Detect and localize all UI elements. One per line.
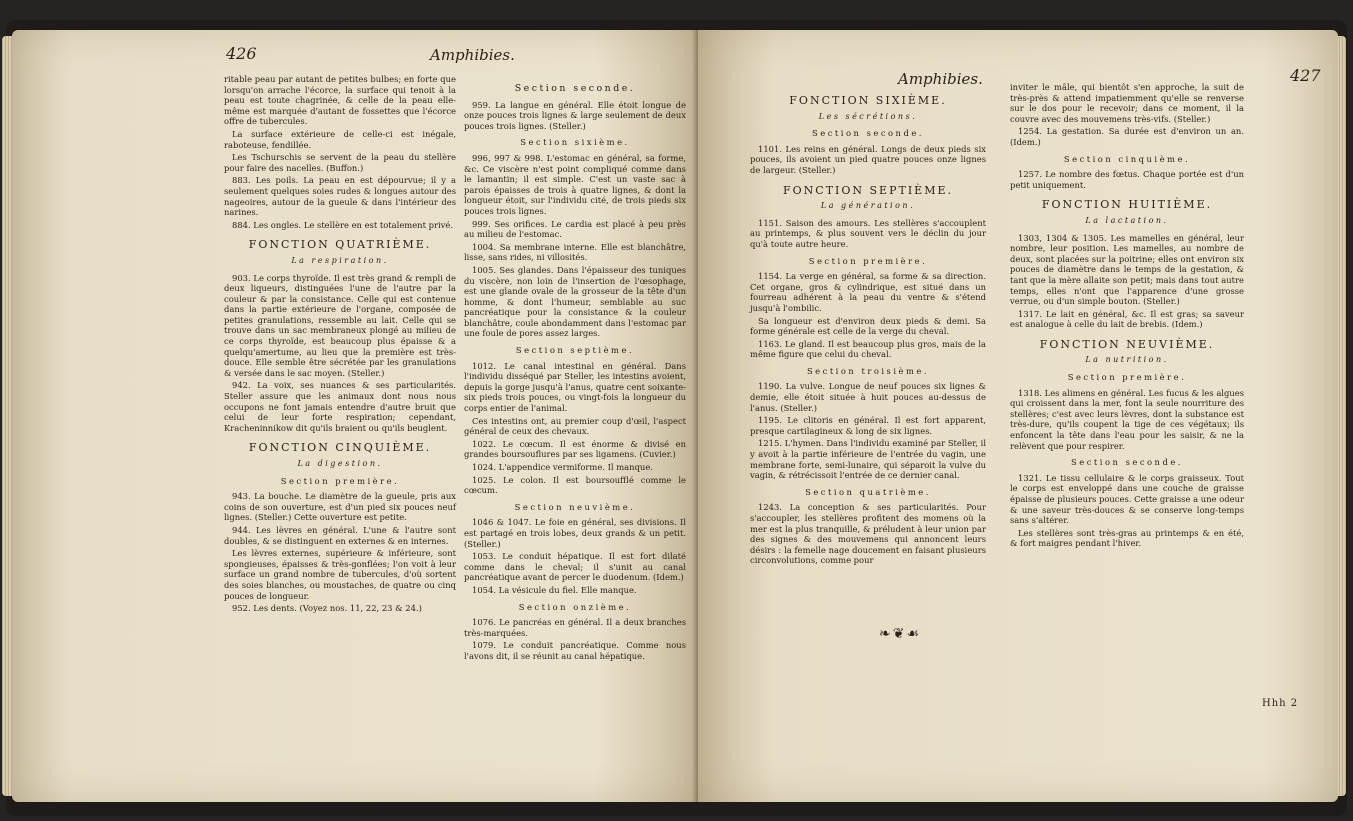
- paragraph: 944. Les lèvres en général. L'une & l'autre sont doubles, & se distinguent en externes & en internes.: [224, 524, 456, 546]
- paragraph: 1154. La verge en général, sa forme & sa direction. Cet organe, gros & cylindrique, est situé dans un fourreau adhérent à la peau du ventre & s'étend jusqu'à l'ombilic.: [750, 271, 986, 313]
- section-heading: Section première.: [1067, 372, 1187, 383]
- paragraph: 1317. Le lait en général, &c. Il est gras; sa saveur est analogue à celle du lait de brebis. (Idem.): [1010, 308, 1244, 330]
- paragraph: 903. Le corps thyroïde. Il est très grand & rempli de deux liqueurs, distinguées l'une de l'autre par la couleur & par la consistance. Celle qui est contenue dans la partie extérieure de l'organe, composée de petites granulations, ressemble au lait. Celle qui se trouve dans un sac membraneux plongé au milieu de ce corps thyroïde, est beaucoup plus épaisse & a quelqu'amertume, au lieu que la première est très-douce. Elle semble être sécrétée par les granulations & versée dans le sac moyen. (Steller.): [224, 272, 456, 378]
- fonction-heading: FONCTION QUATRIÈME.: [248, 238, 432, 252]
- running-header-right: Amphibies.: [898, 70, 983, 88]
- paragraph: 1215. L'hymen. Dans l'individu examiné par Steller, il y avoit à la partie inférieure de l'entrée du vagin, une membrane forte, semi-lunaire, qui séparoit la vulve du vagin, & rétrécissoit l'entrée de ce dernier canal.: [750, 438, 986, 481]
- fonction-heading: FONCTION SEPTIÈME.: [783, 183, 953, 197]
- left-page-column-2: [464, 82, 686, 664]
- paragraph: inviter le mâle, qui bientôt s'en approche, la suit de très-près & attend impatiemment qu'elle se renverse sur le dos pour le recevoir; dans ce moment, il la couvre avec des mouvemens très-vifs. (Steller.): [1010, 82, 1244, 124]
- section-heading: Section troisième.: [806, 365, 930, 376]
- paragraph: 1054. La vésicule du fiel. Elle manque.: [472, 584, 637, 595]
- paragraph: 999. Ses orifices. Le cardia est placé à peu près au milieu de l'estomac.: [464, 218, 686, 240]
- fonction-heading: FONCTION SIXIÈME.: [789, 94, 947, 107]
- paragraph: 1243. La conception & ses particularités. Pour s'accoupler, les stellères profitent des momens où la mer est la plus tranquille, & préludent à leur union par des signes & des mouvemens qui annoncent leurs désirs : la femelle nage doucement en faisant plusieurs circonvolutions, comme pour: [750, 502, 986, 566]
- left-page-column-1: [224, 74, 456, 616]
- paragraph: ritable peau par autant de petites bulbes; en forte que lorsqu'on arrache l'écorce, la surface qui tenoit à la peau est toute chagrinée, & celle de la peau elle-même est marquée d'autant de fossettes que l'écorce offre de tubercules.: [224, 74, 456, 127]
- paragraph: 1053. Le conduit hépatique. Il est fort dilaté comme dans le cheval; il s'unit au canal pancréatique avant de percer le duodenum. (Idem.): [464, 551, 686, 583]
- fonction-subheading: La nutrition.: [1085, 355, 1169, 365]
- paragraph: 943. La bouche. Le diamètre de la gueule, pris aux coins de son ouverture, est d'un pied six pouces neuf lignes. (Steller.) Cette ouverture est petite.: [224, 491, 456, 523]
- section-heading: Section seconde.: [812, 128, 924, 139]
- paragraph: 1101. Les reins en général. Longs de deux pieds six pouces, ils avoient un pied quatre pouces onze lignes de largeur. (Steller.): [750, 143, 986, 175]
- paragraph: 1254. La gestation. Sa durée est d'environ un an. (Idem.): [1010, 126, 1244, 147]
- paragraph: 1079. Le conduit pancréatique. Comme nous l'avons dit, il se réunit au canal hépatique.: [464, 640, 686, 661]
- paragraph: 1076. Le pancréas en général. Il a deux branches très-marquées.: [464, 617, 686, 638]
- paragraph: 942. La voix, ses nuances & ses particularités. Steller assure que les animaux dont nous nous occupons ne font jamais entendre d'autre bruit que celui de leur forte respiration; cependant, Kracheninnikow dit qu'ils braient ou qu'ils beuglent.: [224, 380, 456, 433]
- page-number-right: 427: [1290, 66, 1321, 85]
- paragraph: 959. La langue en général. Elle étoit longue de onze pouces trois lignes & large seulement de deux pouces trois lignes. (Steller.): [464, 99, 686, 131]
- paragraph: 1046 & 1047. Le foie en général, ses divisions. Il est partagé en trois lobes, deux grands & un petit. (Steller.): [464, 517, 686, 549]
- paragraph: 996, 997 & 998. L'estomac en général, sa forme, &c. Ce viscère n'est point compliqué comme dans le lamantin; il est simple. C'est un vaste sac à parois épaisses de trois à quatre lignes, & dont la longueur étoit, sur l'individu cité, de trois pieds six pouces trois lignes.: [464, 152, 686, 216]
- section-heading: Section première.: [280, 475, 400, 486]
- section-heading: Section neuvième.: [514, 501, 636, 512]
- signature-mark: Hhh 2: [1262, 698, 1299, 709]
- section-heading: Section quatrième.: [805, 486, 931, 497]
- paragraph: Sa longueur est d'environ deux pieds & demi. Sa forme générale est celle de la verge du cheval.: [750, 315, 986, 337]
- section-heading: Section septième.: [515, 345, 635, 356]
- page-number-left: 426: [226, 44, 257, 63]
- fonction-subheading: La respiration.: [291, 255, 389, 265]
- paragraph: 1025. Le colon. Il est boursoufflé comme le cœcum.: [464, 474, 686, 496]
- right-page-column-2: [1010, 82, 1244, 551]
- fonction-heading: FONCTION NEUVIÈME.: [1039, 337, 1215, 351]
- section-heading: Section seconde.: [1071, 457, 1183, 468]
- paragraph: Ces intestins ont, au premier coup d'œil, l'aspect général de ceux des chevaux.: [464, 415, 686, 437]
- fonction-subheading: La digestion.: [297, 459, 383, 468]
- section-heading: Section sixième.: [520, 137, 630, 148]
- running-header-left: Amphibies.: [430, 46, 515, 64]
- paragraph: 1195. Le clitoris en général. Il est fort apparent, presque cartilagineux & long de six lignes.: [750, 415, 986, 436]
- paragraph: 1321. Le tissu cellulaire & le corps graisseux. Tout le corps est enveloppé dans une couche de graisse épaisse de plusieurs pouces. Cette graisse a une odeur & une saveur très-douces & se conserve long-temps sans s'altérer.: [1010, 472, 1244, 526]
- paragraph: Les Tschurschis se servent de la peau du stellère pour faire des nacelles. (Buffon.): [224, 152, 456, 173]
- fonction-subheading: La lactation.: [1085, 215, 1169, 225]
- paragraph: 1004. Sa membrane interne. Elle est blanchâtre, lisse, sans rides, ni villosités.: [464, 241, 686, 263]
- ornament: ❧❦☙: [878, 626, 921, 642]
- paragraph: 1022. Le cœcum. Il est énorme & divisé en grandes boursouflures par ses ligamens. (Cuvier.): [464, 438, 686, 460]
- section-heading: Section seconde.: [514, 83, 636, 94]
- section-heading: Section cinquième.: [1063, 153, 1191, 164]
- section-heading: Section onzième.: [518, 601, 632, 612]
- paragraph: 1257. Le nombre des fœtus. Chaque portée est d'un petit uniquement.: [1010, 169, 1244, 190]
- paragraph: Les stellères sont très-gras au printemps & en été, & fort maigres pendant l'hiver.: [1010, 527, 1244, 549]
- paragraph: 884. Les ongles. Le stellère en est totalement privé.: [232, 219, 453, 230]
- fonction-subheading: Les sécrétions.: [818, 111, 918, 121]
- fonction-heading: FONCTION HUITIÈME.: [1041, 198, 1213, 212]
- left-page: [12, 30, 698, 802]
- paragraph: 1151. Saison des amours. Les stellères s'accouplent au printemps, & plus souvent vers le déclin du jour qu'à toute autre heure.: [750, 217, 986, 249]
- paragraph: 1024. L'appendice vermiforme. Il manque.: [472, 462, 653, 472]
- right-page-column-1: [750, 86, 986, 568]
- right-page: [698, 30, 1338, 802]
- section-heading: Section première.: [808, 255, 928, 266]
- paragraph: 1190. La vulve. Longue de neuf pouces six lignes & demie, elle étoit située à huit pouces au-dessus de l'anus. (Steller.): [750, 381, 986, 413]
- paragraph: Les lèvres externes, supérieure & inférieure, sont spongieuses, épaisses & très-gonflées; l'on voit à leur surface un grand nombre de tubercules, d'où sortent des soies blanches, ou moustaches, de quatre ou cinq pouces de longueur.: [224, 548, 456, 601]
- paragraph: 1318. Les alimens en général. Les fucus & les algues qui croissent dans la mer, font la seule nourriture des stellères; c'est avec leurs lèvres, dont la substance est très-dure, qu'ils coupent la tige de ces végétaux; ils enfoncent la tête dans l'eau pour les saisir, & ne la relèvent que pour respirer.: [1010, 387, 1244, 451]
- paragraph: 1005. Ses glandes. Dans l'épaisseur des tuniques du viscère, non loin de l'insertion de l'œsophage, est une glande ovale de la grosseur de la tête d'un homme, & dont l'humeur, semblable au suc pancréatique pour la consistance & la couleur blanchâtre, coule abondamment dans l'estomac par une foule de pores assez larges.: [464, 264, 686, 339]
- paragraph: La surface extérieure de celle-ci est inégale, raboteuse, fendillée.: [224, 128, 456, 150]
- paragraph: 1303, 1304 & 1305. Les mamelles en général, leur nombre, leur position. Les mamelles, au nombre de deux, sont placées sur la poitrine; elles ont environ six pouces de diamètre dans le temps de la gestation, & tant que la mère allaite son petit; mais dans tout autre temps, elles n'ont que l'apparence d'une grosse verrue, ou d'un simple bouton. (Steller.): [1010, 232, 1244, 307]
- fonction-heading: FONCTION CINQUIÈME.: [248, 441, 432, 455]
- paragraph: 1163. Le gland. Il est beaucoup plus gros, mais de la même figure que celui du cheval.: [750, 338, 986, 360]
- paragraph: 952. Les dents. (Voyez nos. 11, 22, 23 & 24.): [232, 603, 422, 614]
- fonction-subheading: La génération.: [820, 201, 916, 211]
- paragraph: 1012. Le canal intestinal en général. Dans l'individu disséqué par Steller, les intestins avoient, depuis la gorge jusqu'à l'anus, quatre cent soixante-six pieds trois pouces, ou vingt-fois la longueur du corps entier de l'animal.: [464, 360, 686, 414]
- paragraph: 883. Les poils. La peau en est dépourvue; il y a seulement quelques soies rudes & longues autour des nageoires, autour de la gueule & dans l'intérieur des narines.: [224, 175, 456, 218]
